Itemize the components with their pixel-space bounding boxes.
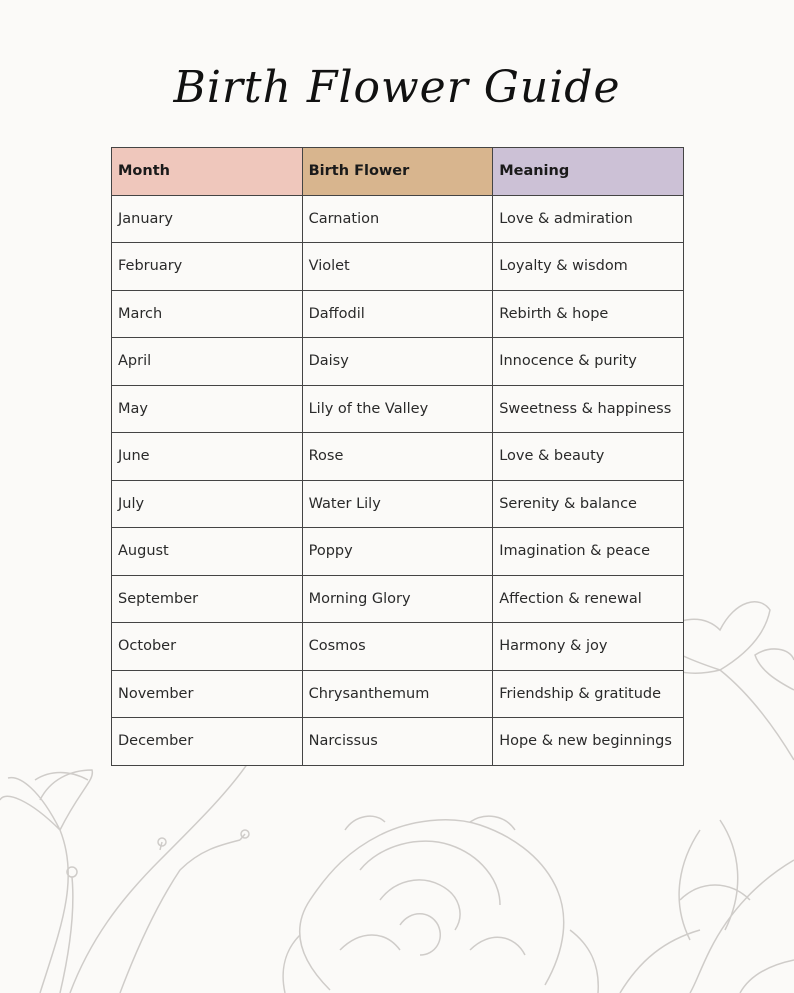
table-row [112,623,684,671]
flower-cell: Poppy [302,528,493,576]
meaning-cell: Sweetness & happiness [493,385,684,433]
month-cell: August [112,528,303,576]
flower-cell: Narcissus [302,718,493,766]
month-cell: September [112,575,303,623]
month-cell: March [112,290,303,338]
birth-flower-table [111,147,684,766]
month-cell: February [112,243,303,291]
meaning-cell: Friendship & gratitude [493,670,684,718]
table-row [112,290,684,338]
month-cell: July [112,480,303,528]
meaning-cell: Innocence & purity [493,338,684,386]
table-row [112,243,684,291]
meaning-cell: Imagination & peace [493,528,684,576]
flower-cell: Rose [302,433,493,481]
flower-cell: Lily of the Valley [302,385,493,433]
month-cell: May [112,385,303,433]
flower-cell: Daffodil [302,290,493,338]
header-birth-flower: Birth Flower [302,148,493,196]
table-row [112,528,684,576]
header-month: Month [112,148,303,196]
flower-cell: Water Lily [302,480,493,528]
meaning-cell: Rebirth & hope [493,290,684,338]
flower-cell: Violet [302,243,493,291]
table-row [112,575,684,623]
month-cell: October [112,623,303,671]
flower-cell: Chrysanthemum [302,670,493,718]
table-header-row [112,148,684,196]
month-cell: January [112,195,303,243]
table-row [112,338,684,386]
table-row [112,718,684,766]
month-cell: June [112,433,303,481]
flower-cell: Morning Glory [302,575,493,623]
meaning-cell: Harmony & joy [493,623,684,671]
flower-cell: Daisy [302,338,493,386]
table-row [112,480,684,528]
table-row [112,195,684,243]
header-meaning: Meaning [493,148,684,196]
meaning-cell: Serenity & balance [493,480,684,528]
meaning-cell: Love & admiration [493,195,684,243]
month-cell: April [112,338,303,386]
table-row [112,670,684,718]
meaning-cell: Love & beauty [493,433,684,481]
flower-cell: Carnation [302,195,493,243]
meaning-cell: Loyalty & wisdom [493,243,684,291]
table-row [112,433,684,481]
meaning-cell: Affection & renewal [493,575,684,623]
month-cell: November [112,670,303,718]
table-row [112,385,684,433]
page-title: Birth Flower Guide [173,62,621,113]
month-cell: December [112,718,303,766]
meaning-cell: Hope & new beginnings [493,718,684,766]
flower-cell: Cosmos [302,623,493,671]
